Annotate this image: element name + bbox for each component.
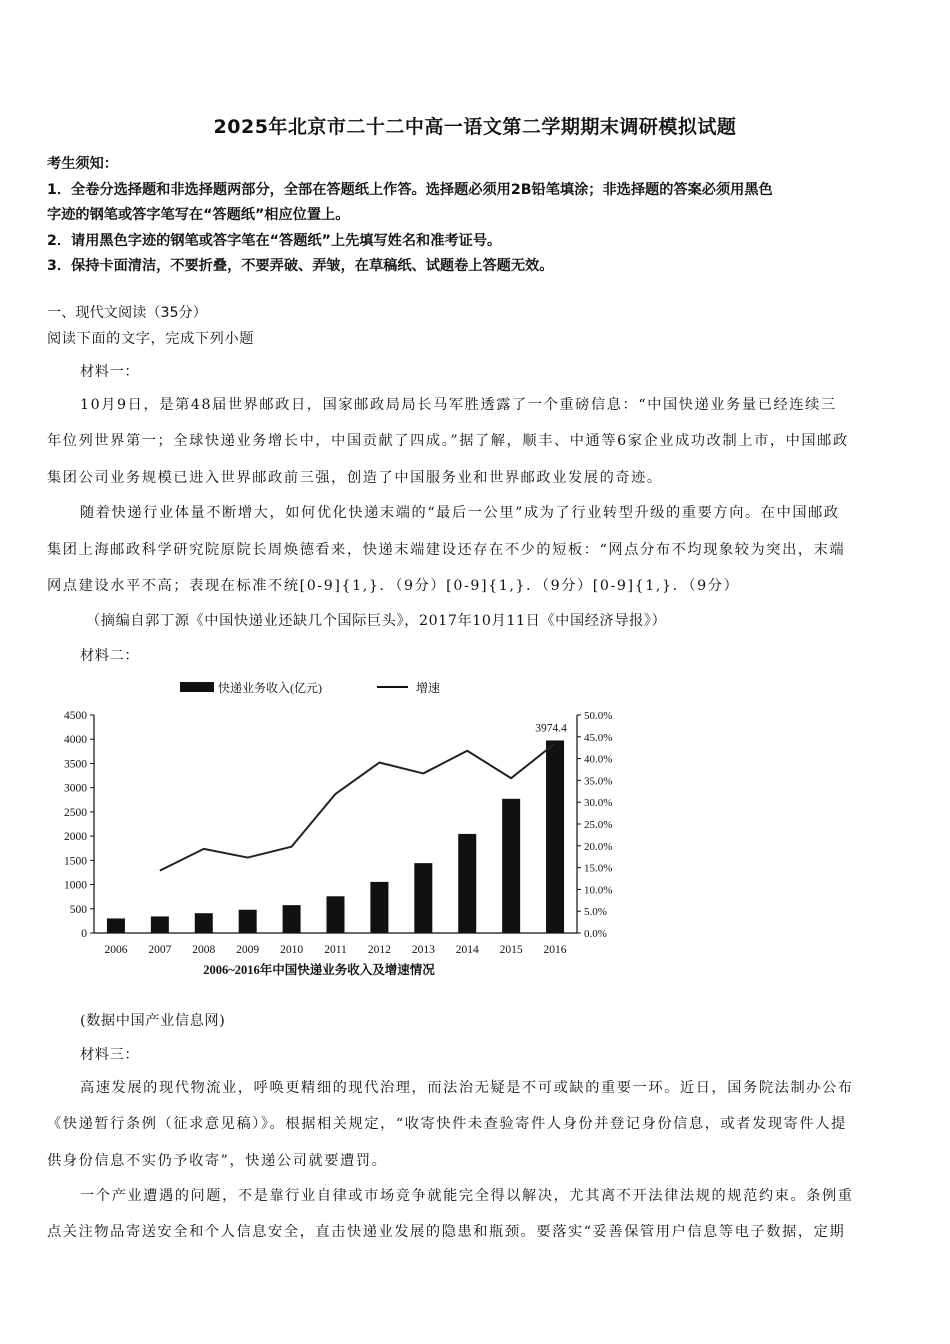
legend-bar-label: 快递业务收入(亿元)	[218, 681, 322, 695]
y-right-tick-label: 40.0%	[584, 753, 613, 766]
material-1-source: （摘编自郭丁源《中国快递业还缺几个国际巨头》，2017年10月11日《中国经济导报》）	[86, 613, 667, 629]
revenue-bar	[458, 834, 476, 933]
revenue-bar	[414, 863, 432, 933]
x-tick-label: 2012	[367, 944, 391, 956]
x-tick-label: 2016	[543, 944, 567, 956]
y-left-tick-label: 2000	[64, 831, 87, 844]
chart-growth-line	[160, 743, 555, 870]
x-tick-label: 2011	[324, 944, 347, 956]
material-3-paragraph-1-line-1: 高速发展的现代物流业，呼唤更精细的现代治理，而法治无疑是不可或缺的重要一环。近日，国务院法制办公布	[80, 1080, 854, 1096]
y-right-tick-label: 0.0%	[584, 928, 607, 940]
y-right-tick-label: 20.0%	[584, 840, 613, 853]
y-right-tick-label: 50.0%	[584, 710, 613, 722]
y-right-tick-label: 25.0%	[584, 819, 613, 831]
chart-annotations	[535, 722, 567, 734]
x-tick-label: 2010	[280, 944, 304, 956]
x-tick-label: 2008	[192, 944, 216, 956]
material-1-paragraph-1-line-1: 10月9日，是第48届世界邮政日，国家邮政局局长马军胜透露了一个重磅信息：“中国快递业务量已经连续三	[80, 397, 837, 413]
material-1-paragraph-2-line-1: 随着快递行业体量不断增大，如何优化快递末端的“最后一公里”成为了行业转型升级的重要方向。在中国邮政	[80, 505, 840, 521]
revenue-bar	[370, 882, 388, 933]
legend-bar-swatch	[180, 682, 214, 692]
y-left-tick-label: 0	[81, 928, 87, 940]
material-1-paragraph-2-line-3: 网点建设水平不高；表现在标准不统[0-9]{1,}．（9分）[0-9]{1,}．（9分）[0-9]{1,}．（9分）	[47, 578, 740, 594]
y-right-tick-label: 30.0%	[584, 797, 613, 810]
page-title: 2025年北京市二十二中高一语文第二学期期末调研模拟试题	[213, 116, 737, 138]
material-3-paragraph-2-line-2: 点关注物品寄送安全和个人信息安全，直击快递业发展的隐患和瓶颈。要落实“妥善保管用户信息等电子数据，定期	[47, 1224, 846, 1240]
x-tick-label: 2006	[104, 944, 128, 956]
y-left-tick-label: 3500	[64, 758, 87, 771]
material-1-label: 材料一：	[80, 364, 140, 380]
y-left-tick-label: 4500	[64, 710, 87, 722]
revenue-bar	[546, 740, 564, 933]
revenue-bar	[283, 905, 301, 933]
material-1-paragraph-1-line-2: 年位列世界第一；全球快递业务增长中，中国贡献了四成。”据了解，顺丰、中通等6家企业成功改制上市，中国邮政	[47, 433, 849, 449]
material-1-paragraph-2-line-2: 集团上海邮政科学研究院原院长周焕德看来，快递末端建设还存在不少的短板：“网点分布不均现象较为突出，末端	[47, 542, 846, 558]
y-left-tick-label: 3000	[64, 782, 87, 795]
material-3-paragraph-2-line-1: 一个产业遭遇的问题，不是靠行业自律或市场竞争就能完全得以解决，尤其离不开法律法规的规范约束。条例重	[80, 1188, 854, 1204]
notice-item-2: 2．请用黑色字迹的钢笔或答字笔在“答题纸”上先填写姓名和准考证号。	[47, 233, 502, 249]
revenue-bar	[151, 916, 169, 933]
x-tick-label: 2015	[499, 944, 523, 956]
material-2-source: (数据中国产业信息网)	[80, 1013, 226, 1029]
notice-item-1-cont: 字迹的钢笔或答字笔写在“答题纸”相应位置上。	[47, 207, 350, 223]
material-2-label: 材料二：	[80, 648, 140, 664]
revenue-bar	[195, 913, 213, 933]
revenue-bar	[107, 918, 125, 933]
growth-rate-line	[160, 743, 555, 870]
y-left-tick-label: 4000	[64, 734, 87, 747]
express-revenue-chart	[40, 672, 640, 987]
material-3-label: 材料三：	[80, 1047, 140, 1063]
y-left-tick-label: 2500	[64, 806, 87, 819]
y-left-tick-label: 1500	[64, 855, 87, 868]
y-left-tick-label: 1000	[64, 879, 87, 892]
y-right-tick-label: 10.0%	[584, 884, 613, 897]
y-right-tick-label: 45.0%	[584, 731, 613, 744]
material-3-paragraph-1-line-2: 《快递暂行条例（征求意见稿）》。根据相关规定，“收寄快件未查验寄件人身份并登记身份信息，或者发现寄件人提	[47, 1116, 847, 1132]
y-right-tick-label: 15.0%	[584, 862, 613, 875]
chart-legend	[180, 680, 440, 695]
reading-instruction: 阅读下面的文字，完成下列小题	[47, 331, 255, 347]
material-3-paragraph-1-line-3: 供身份信息不实仍予收寄”，快递公司就要遭罚。	[47, 1153, 388, 1169]
revenue-bar	[502, 799, 520, 933]
y-right-tick-label: 5.0%	[584, 906, 607, 919]
notice-item-1: 1．全卷分选择题和非选择题两部分，全部在答题纸上作答。选择题必须用2B铅笔填涂；非选择题的答案必须用黑色	[47, 182, 773, 198]
x-tick-label: 2009	[236, 944, 260, 956]
bar-value-label: 3974.4	[535, 722, 567, 735]
x-tick-label: 2007	[148, 944, 172, 956]
x-tick-label: 2013	[411, 944, 435, 956]
section-heading: 一、现代文阅读（35分）	[47, 305, 207, 321]
legend-line-label: 增速	[416, 681, 441, 695]
revenue-bar	[239, 910, 257, 933]
y-right-tick-label: 35.0%	[584, 775, 613, 788]
x-tick-label: 2014	[455, 944, 479, 956]
notice-heading: 考生须知：	[47, 156, 118, 172]
material-1-paragraph-1-line-3: 集团公司业务规模已进入世界邮政前三强，创造了中国服务业和世界邮政业发展的奇迹。	[47, 470, 663, 486]
revenue-bar	[327, 896, 345, 933]
y-left-tick-label: 500	[69, 903, 87, 916]
chart-title: 2006~2016年中国快递业务收入及增速情况	[203, 963, 435, 977]
notice-item-3: 3．保持卡面清洁，不要折叠，不要弄破、弄皱，在草稿纸、试题卷上答题无效。	[47, 258, 554, 274]
